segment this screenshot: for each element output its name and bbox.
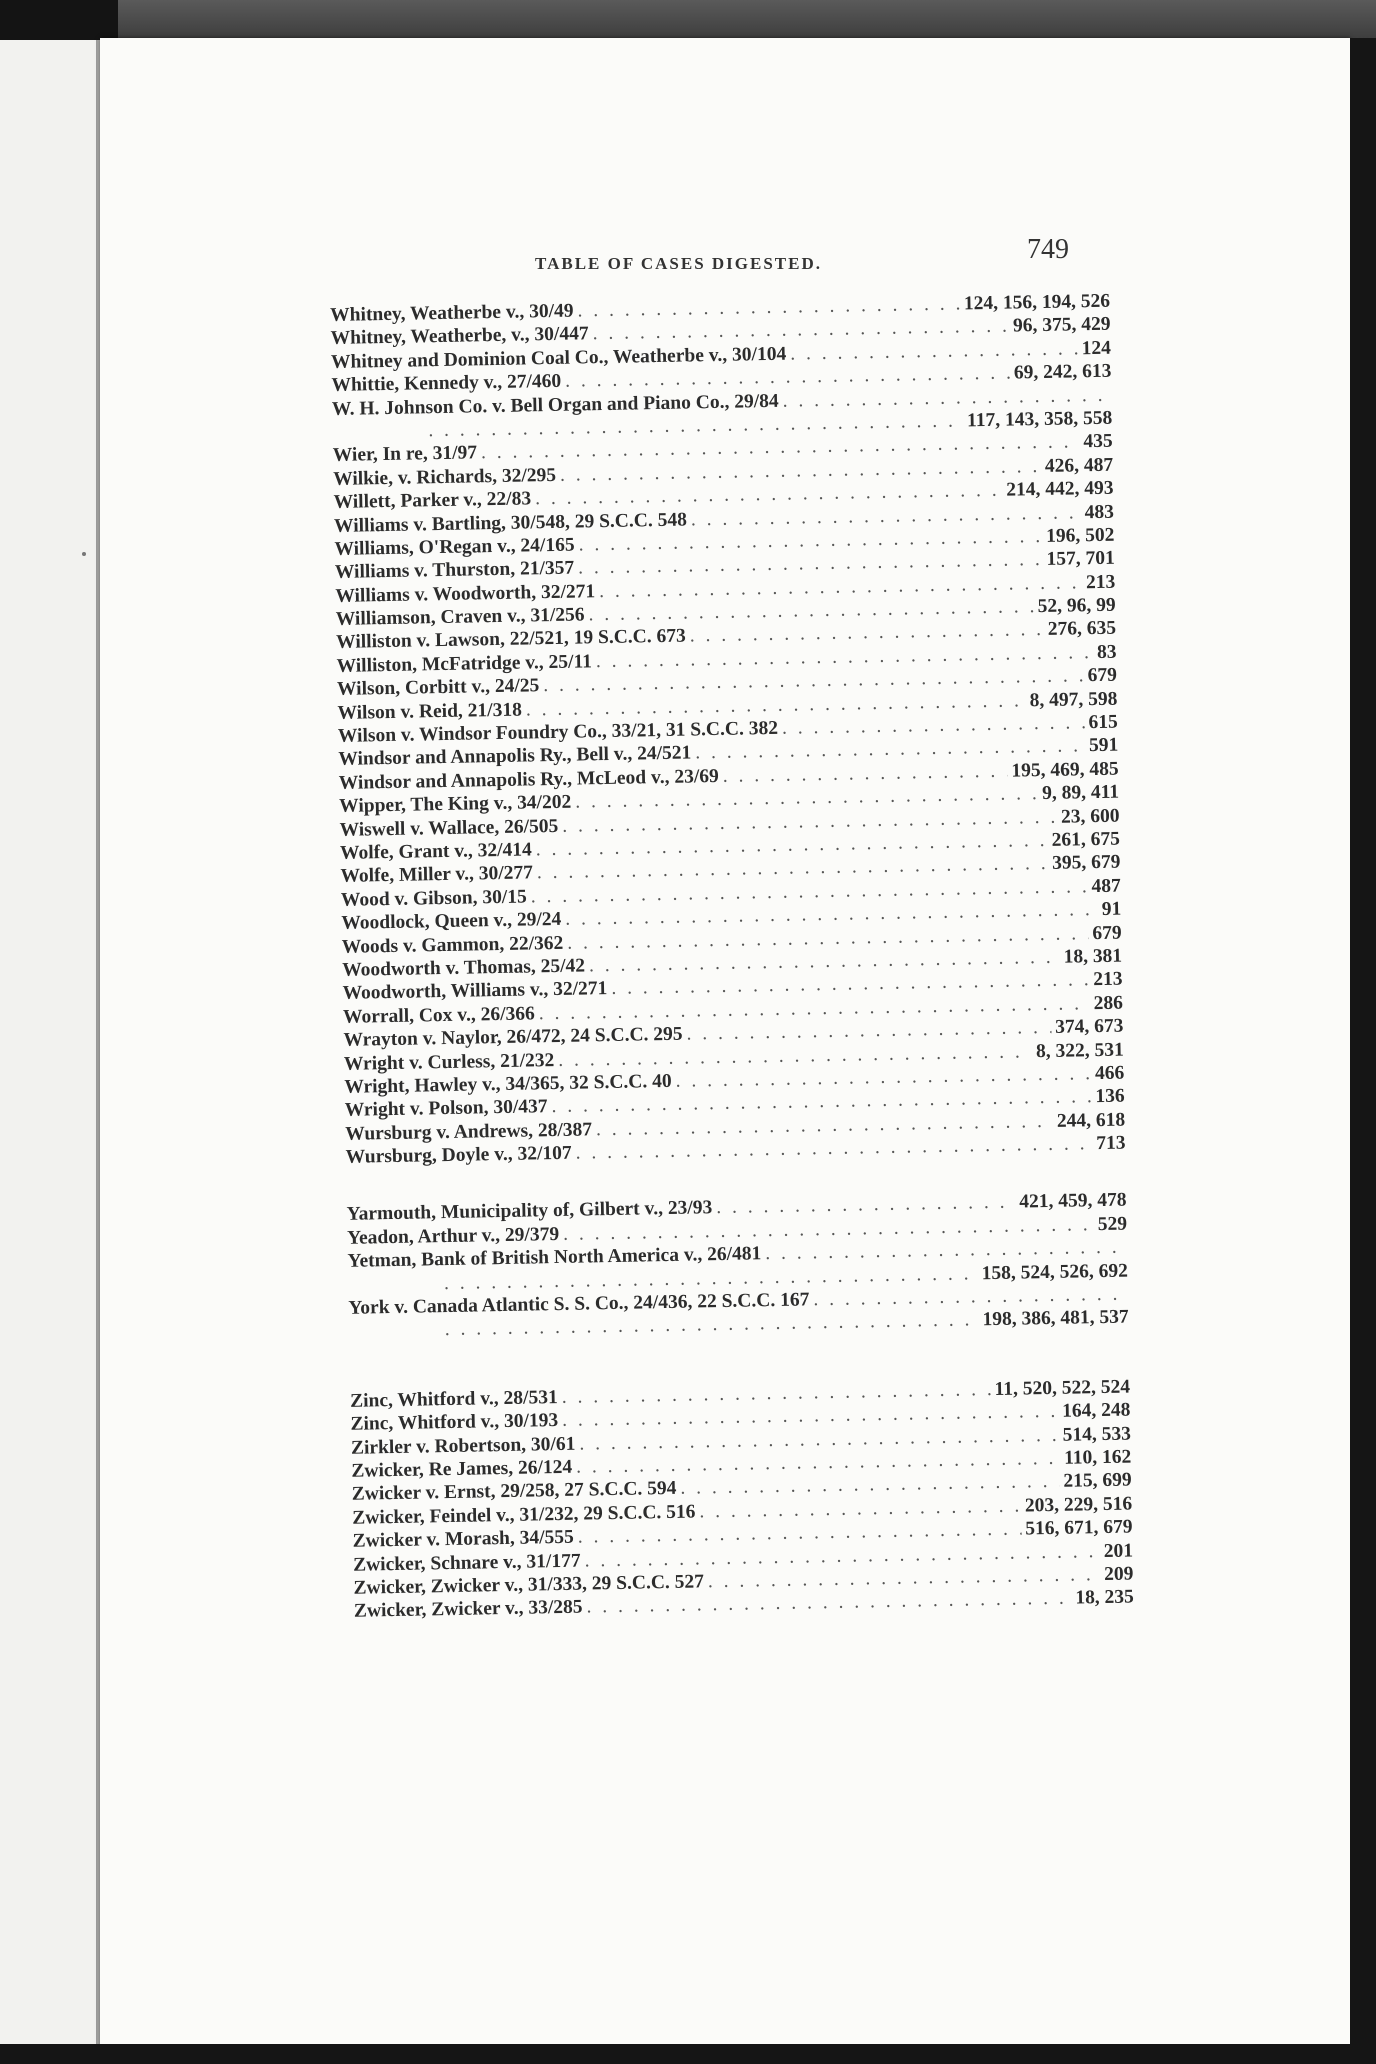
case-name: Wrayton v. Naylor, 26/472, 24 S.C.C. 295 xyxy=(343,1023,683,1051)
case-name: York v. Canada Atlantic S. S. Co., 24/436, 22 S.C.C. 167 xyxy=(348,1289,810,1319)
page-references: 713 xyxy=(1096,1132,1126,1155)
page-references: 203, 229, 516 xyxy=(1024,1493,1133,1517)
case-name: Williams v. Bartling, 30/548, 29 S.C.C. 548 xyxy=(333,509,688,537)
case-name: Woodlock, Queen v., 29/24 xyxy=(341,909,562,935)
page-references: 195, 469, 485 xyxy=(1011,758,1119,782)
page-references: 529 xyxy=(1097,1213,1128,1235)
case-name: Wood v. Gibson, 30/15 xyxy=(340,886,527,911)
case-name: Zwicker, Feindel v., 31/232, 29 S.C.C. 516 xyxy=(352,1501,696,1529)
case-name: Wursburg, Doyle v., 32/107 xyxy=(345,1142,572,1168)
case-name: Wolfe, Miller v., 30/277 xyxy=(340,862,534,888)
case-name: Wright v. Curless, 21/232 xyxy=(343,1049,555,1075)
page-references: 164, 248 xyxy=(1061,1399,1131,1422)
case-name: Wright, Hawley v., 34/365, 32 S.C.C. 40 xyxy=(344,1070,672,1098)
page-references: 124, 156, 194, 526 xyxy=(963,290,1111,315)
case-name: Whitney and Dominion Coal Co., Weatherbe v., 30/104 xyxy=(330,343,787,373)
page-references: 91 xyxy=(1101,898,1122,921)
facing-page-strip xyxy=(0,40,100,2064)
running-header xyxy=(535,234,1095,286)
page-references: 483 xyxy=(1084,501,1115,523)
page-references: 83 xyxy=(1096,641,1117,663)
case-name: Zinc, Whitford v., 28/531 xyxy=(349,1386,558,1412)
case-name: Woods v. Gammon, 22/362 xyxy=(341,932,564,958)
page-title: TABLE OF CASES DIGESTED. xyxy=(535,254,823,273)
page-references: 487 xyxy=(1091,875,1121,897)
case-name: Williams, O'Regan v., 24/165 xyxy=(334,534,575,560)
case-name: Wilson, Corbitt v., 24/25 xyxy=(336,675,540,701)
page-references: 18, 381 xyxy=(1063,945,1123,968)
case-name: Whittie, Kennedy v., 27/460 xyxy=(331,370,562,397)
case-name: Wiswell v. Wallace, 26/505 xyxy=(339,815,559,841)
paper-speck xyxy=(82,552,86,556)
page-references: 435 xyxy=(1083,431,1113,453)
page-references: 421, 459, 478 xyxy=(1019,1190,1127,1213)
case-name: Williams v. Woodworth, 32/271 xyxy=(335,580,596,607)
case-name: Worrall, Cox v., 26/366 xyxy=(342,1003,535,1028)
page-references: 466 xyxy=(1094,1062,1125,1084)
case-name: Windsor and Annapolis Ry., Bell v., 24/521 xyxy=(338,742,692,771)
case-name: Wilson v. Reid, 21/318 xyxy=(337,699,523,724)
page-references: 516, 671, 679 xyxy=(1025,1516,1133,1540)
page-references: 395, 679 xyxy=(1051,851,1121,875)
case-name: Williamson, Craven v., 31/256 xyxy=(335,604,585,631)
case-name: Woodworth, Williams v., 32/271 xyxy=(342,978,608,1005)
case-name: Wursburg v. Andrews, 28/387 xyxy=(345,1119,593,1145)
case-name: Zwicker, Re James, 26/124 xyxy=(351,1456,573,1482)
page-references: 213 xyxy=(1085,571,1116,593)
case-name: Wipper, The King v., 34/202 xyxy=(339,791,572,818)
case-name: Zwicker, Zwicker v., 31/333, 29 S.C.C. 527 xyxy=(353,1571,705,1599)
case-name: Whitney, Weatherbe, v., 30/447 xyxy=(330,323,589,350)
case-name: Wilson v. Windsor Foundry Co., 33/21, 31 S.C.C. 382 xyxy=(337,717,779,747)
page-references: 8, 322, 531 xyxy=(1035,1039,1124,1062)
page-references: 117, 143, 358, 558 xyxy=(966,407,1113,432)
case-name: Willett, Parker v., 22/83 xyxy=(333,488,532,514)
page-references: 9, 89, 411 xyxy=(1041,781,1120,805)
page-references: 201 xyxy=(1103,1540,1134,1562)
page-references: 374, 673 xyxy=(1054,1015,1124,1038)
page-references: 136 xyxy=(1095,1085,1125,1108)
page-references: 196, 502 xyxy=(1045,524,1115,547)
page-references: 69, 242, 613 xyxy=(1013,360,1112,384)
page-references: 213 xyxy=(1093,968,1123,991)
page-references: 591 xyxy=(1088,735,1119,757)
page-references: 124 xyxy=(1081,337,1112,360)
case-name: Zwicker v. Morash, 34/555 xyxy=(352,1526,575,1552)
case-name: Wright v. Polson, 30/437 xyxy=(344,1096,548,1122)
page-references: 110, 162 xyxy=(1063,1446,1132,1469)
page-references: 276, 635 xyxy=(1047,618,1117,641)
case-name: Wolfe, Grant v., 32/414 xyxy=(339,839,532,864)
page-references: 214, 442, 493 xyxy=(1006,477,1114,501)
page-references: 198, 386, 481, 537 xyxy=(982,1306,1129,1331)
case-name: Wier, In re, 31/97 xyxy=(332,442,478,467)
page-references: 261, 675 xyxy=(1051,828,1121,851)
case-name: Yetman, Bank of British North America v., 26/481 xyxy=(347,1243,762,1273)
page-number: 749 xyxy=(1027,234,1069,265)
case-name: W. H. Johnson Co. v. Bell Organ and Piano Co., 29/84 xyxy=(331,390,779,420)
case-name: Zirkler v. Robertson, 30/61 xyxy=(350,1433,576,1459)
page-references: 96, 375, 429 xyxy=(1012,314,1111,337)
case-name: Zwicker, Zwicker v., 33/285 xyxy=(353,1596,583,1623)
case-name: Zwicker v. Ernst, 29/258, 27 S.C.C. 594 xyxy=(351,1478,677,1506)
page-references: 679 xyxy=(1092,922,1122,944)
page-references: 157, 701 xyxy=(1046,547,1115,571)
page-references: 679 xyxy=(1087,664,1118,687)
page-references: 209 xyxy=(1103,1563,1134,1585)
case-name: Williston v. Lawson, 22/521, 19 S.C.C. 673 xyxy=(336,626,686,654)
page-references: 158, 524, 526, 692 xyxy=(981,1260,1129,1284)
scan-right-border xyxy=(1350,38,1376,2064)
page-references: 244, 618 xyxy=(1056,1109,1126,1132)
case-name: Windsor and Annapolis Ry., McLeod v., 23/69 xyxy=(338,765,719,794)
page-references: 18, 235 xyxy=(1075,1586,1135,1609)
case-name: Zinc, Whitford v., 30/193 xyxy=(350,1410,559,1435)
case-name: Williams v. Thurston, 21/357 xyxy=(334,557,575,584)
page-references: 8, 497, 598 xyxy=(1029,688,1118,711)
page-references: 426, 487 xyxy=(1044,454,1114,477)
scan-bottom-border xyxy=(0,2044,1376,2064)
page-references: 286 xyxy=(1093,992,1124,1014)
case-name: Wilkie, v. Richards, 32/295 xyxy=(333,464,557,490)
case-name: Whitney, Weatherbe v., 30/49 xyxy=(330,300,574,326)
case-name: Williston, McFatridge v., 25/11 xyxy=(336,651,593,677)
case-name: Yeadon, Arthur v., 29/379 xyxy=(346,1223,560,1249)
page-references: 615 xyxy=(1088,711,1118,734)
page-references: 23, 600 xyxy=(1060,805,1120,828)
case-name: Woodworth v. Thomas, 25/42 xyxy=(342,955,586,981)
page-references: 11, 520, 522, 524 xyxy=(994,1376,1131,1400)
page-references: 215, 699 xyxy=(1063,1469,1132,1493)
case-index-list xyxy=(330,290,1134,1624)
case-name: Zwicker, Schnare v., 31/177 xyxy=(352,1550,581,1576)
case-name: Yarmouth, Municipality of, Gilbert v., 23/93 xyxy=(346,1197,713,1226)
page-references: 514, 533 xyxy=(1062,1423,1132,1446)
page-references: 52, 96, 99 xyxy=(1037,594,1116,618)
